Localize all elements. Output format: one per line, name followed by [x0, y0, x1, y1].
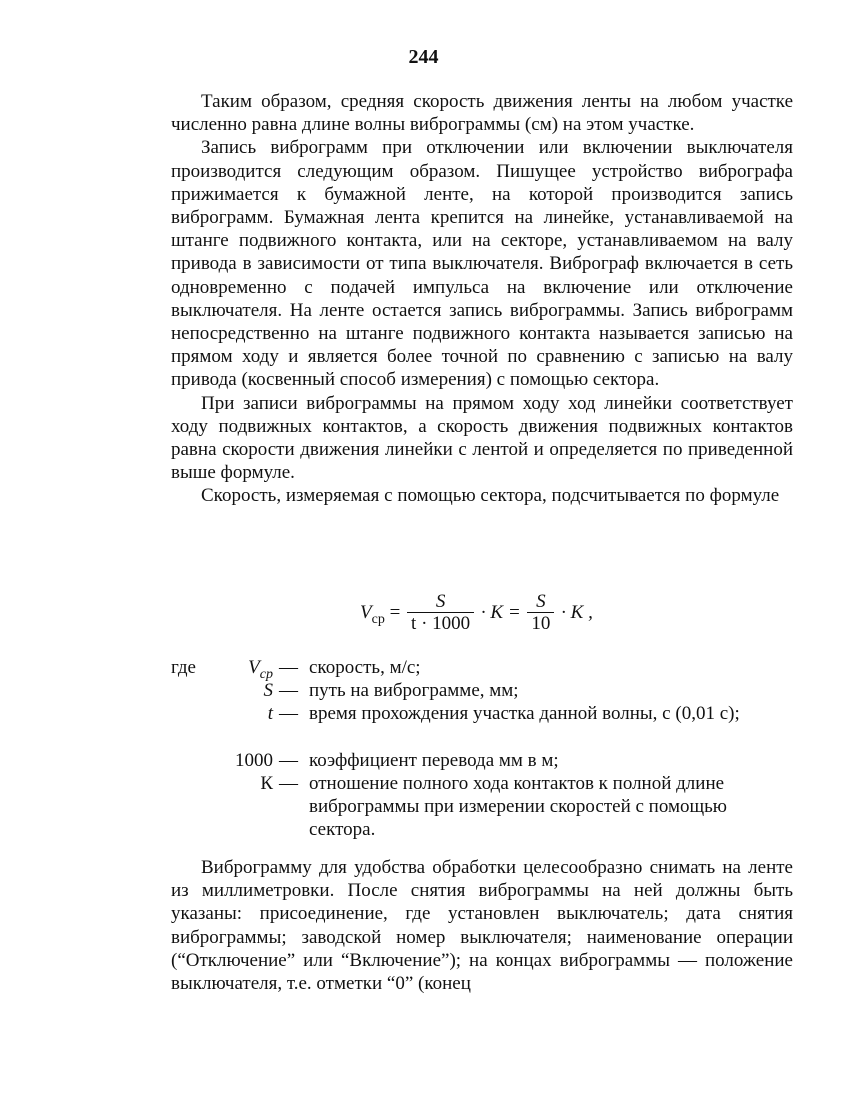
definition-dash: —	[279, 680, 298, 702]
page-number: 244	[408, 46, 439, 68]
paragraph-2: Запись виброграмм при отключении или включении выключателя производится следующим образом. Пишущее устройство вибрографа прижимается к бумажной ленте, на которой производится запись виброграмм. Бумажная лента крепится на линейке, устанавливаемой на штанге подвижного контакта, или на секторе, устанавливаемом на валу привода в зависимости от типа выключателя. Виброграф включается в сеть одновременно с подачей импульса на включение или отключение выключателя. На ленте остается запись виброграммы. Запись виброграмм непосредственно на штанге подвижного контакта называется записью на прямом ходу и является более точной по сравнению с записью на валу привода (косвенный способ измерения) с помощью сектора.	[171, 137, 793, 391]
definition-symbol: 1000	[235, 749, 273, 771]
paragraph-3: При записи виброграммы на прямом ходу ход линейки соответствует ходу подвижных контактов, а скорость движения подвижных контактов равна скорости движения линейки с лентой и определяется по приведенной выше формуле.	[171, 392, 793, 484]
paragraph-1: Таким образом, средняя скорость движения ленты на любом участке численно равна длине волны виброграммы (см) на этом участке.	[171, 91, 793, 136]
definition-dash: —	[279, 772, 298, 794]
main-text-bottom	[171, 856, 793, 995]
paragraph-4: Скорость, измеряемая с помощью сектора, подсчитывается по формуле	[201, 485, 780, 507]
fraction-2-denominator: 10	[531, 613, 551, 634]
formula-eq: =	[389, 601, 401, 623]
definition-text: коэффициент перевода мм в м;	[309, 749, 559, 771]
definition-text: скорость, м/с;	[309, 657, 421, 678]
definition-dash: —	[279, 703, 298, 725]
formula-mult: · K =	[480, 601, 521, 623]
definition-row	[171, 656, 793, 682]
definition-symbol: К	[260, 772, 273, 794]
definition-row	[171, 772, 793, 842]
where-label: где	[171, 657, 196, 678]
paragraph-5: Виброграмму для удобства обработки целесообразно снимать на ленте из миллиметровки. После снятия виброграммы на ней должны быть указаны: присоединение, где установлен выключатель; дата снятия виброграммы; заводской номер выключателя; наименование операции (“Отключение” или “Включение”); на концах виброграммы — положение выключателя, т.е. отметки “0” (конец	[171, 857, 793, 995]
main-text-top	[171, 90, 793, 508]
formula-tail: · K ,	[561, 601, 593, 623]
fraction-1-numerator: S	[407, 592, 474, 613]
definition-text: время прохождения участка данной волны, с (0,01 с);	[309, 703, 740, 725]
formula-lhs-sub: ср	[371, 611, 385, 627]
definitions-list	[171, 656, 793, 842]
formula-lhs: V	[360, 601, 372, 623]
fraction-2-numerator: S	[527, 592, 554, 613]
velocity-formula	[360, 592, 593, 635]
definition-row	[171, 702, 793, 748]
fraction-1-denominator: t · 1000	[411, 613, 471, 634]
definition-row	[171, 679, 793, 702]
definition-text: отношение полного хода контактов к полной длине виброграммы при измерении скоростей с помощью сектора.	[309, 772, 727, 841]
formula-fraction-2	[527, 592, 554, 635]
definition-symbol: S	[263, 680, 273, 702]
definition-row	[171, 749, 793, 772]
definition-dash: —	[279, 749, 298, 771]
definition-text: путь на виброграмме, мм;	[309, 680, 519, 702]
formula-fraction-1	[407, 592, 474, 635]
definition-symbol: $V_{ср}$	[248, 657, 273, 682]
definition-dash: —	[279, 657, 298, 678]
definition-symbol: t	[267, 703, 273, 725]
